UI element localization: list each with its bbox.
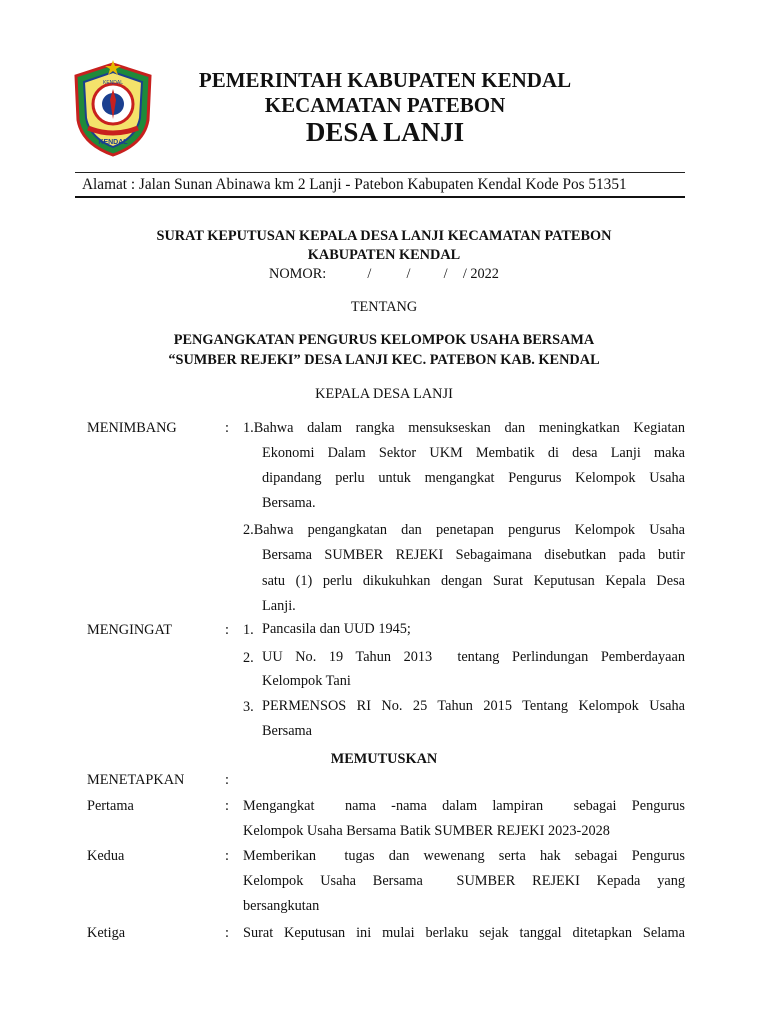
decree-title-line1: SURAT KEPUTUSAN KEPALA DESA LANJI KECAMATAN PATEBON	[156, 228, 612, 244]
ketiga-colon: :	[225, 925, 229, 941]
menimbang-item1-line3: dipandang perlu untuk mengangkat Pengurus Kelompok Usaha	[262, 470, 685, 486]
menetapkan-colon: :	[225, 772, 229, 788]
menimbang-item1-line1: 1.Bahwa dalam rangka mensukseskan dan meningkatkan Kegiatan	[243, 420, 685, 436]
menetapkan-label: MENETAPKAN	[87, 772, 185, 788]
header-district: KECAMATAN PATEBON	[264, 93, 506, 117]
decree-title-line2: KABUPATEN KENDAL	[307, 247, 461, 263]
nomor-slash: /	[443, 266, 448, 282]
menimbang-item2-line3: satu (1) perlu dikukuhkan dengan Surat Keputusan Kepala Desa	[262, 573, 685, 589]
kedua-line3: bersangkutan	[243, 898, 320, 914]
pertama-line2: Kelompok Usaha Bersama Batik SUMBER REJEKI 2023-2028	[243, 823, 610, 839]
mengingat-item3-line2: Bersama	[262, 723, 313, 739]
kedua-colon: :	[225, 848, 229, 864]
mengingat-item2-number: 2.	[243, 650, 254, 666]
nomor-slash: /	[406, 266, 411, 282]
menimbang-colon: :	[225, 420, 229, 436]
kedua-label: Kedua	[87, 848, 125, 864]
pertama-line1: Mengangkat nama -nama dalam lampiran sebagai Pengurus	[243, 798, 685, 814]
mengingat-item1-line1: Pancasila dan UUD 1945;	[262, 621, 411, 637]
menimbang-item1-line4: Bersama.	[262, 495, 316, 511]
mengingat-item2-line1: UU No. 19 Tahun 2013 tentang Perlindungan Pemberdayaan	[262, 649, 685, 665]
decree-number	[0, 266, 768, 283]
subject-line2: “SUMBER REJEKI” DESA LANJI KEC. PATEBON KAB. KENDAL	[168, 352, 600, 368]
header-divider-top	[75, 172, 685, 173]
menimbang-item2-line1: 2.Bahwa pengangkatan dan penetapan pengurus Kelompok Usaha	[243, 522, 685, 538]
mengingat-item2-line2: Kelompok Tani	[262, 673, 351, 689]
menimbang-label: MENIMBANG	[87, 420, 177, 436]
kepala-desa-heading: KEPALA DESA LANJI	[315, 386, 453, 402]
mengingat-item3-line1: PERMENSOS RI No. 25 Tahun 2015 Tentang Kelompok Usaha	[262, 698, 685, 714]
mengingat-colon: :	[225, 622, 229, 638]
header-government: PEMERINTAH KABUPATEN KENDAL	[198, 68, 572, 92]
header-divider-bottom	[75, 196, 685, 198]
subject-line1: PENGANGKATAN PENGURUS KELOMPOK USAHA BERSAMA	[173, 332, 595, 348]
kedua-line1: Memberikan tugas dan wewenang serta hak sebagai Pengurus	[243, 848, 685, 864]
ketiga-label: Ketiga	[87, 925, 126, 941]
menimbang-item2-line4: Lanji.	[262, 598, 296, 614]
logo-top-text: KENDAL	[102, 80, 124, 86]
kedua-line2: Kelompok Usaha Bersama SUMBER REJEKI Kepada yang	[243, 873, 685, 889]
mengingat-item3-number: 3.	[243, 699, 254, 715]
mengingat-item1-number: 1.	[243, 622, 254, 638]
ketiga-line1: Surat Keputusan ini mulai berlaku sejak tanggal ditetapkan Selama	[243, 925, 685, 941]
pertama-label: Pertama	[87, 798, 134, 814]
menimbang-item1-line2: Ekonomi Dalam Sektor UKM Membatik di desa Lanji maka	[262, 445, 685, 461]
pertama-colon: :	[225, 798, 229, 814]
logo-bottom-text: KENDAL	[98, 139, 128, 146]
kendal-emblem-logo	[70, 58, 156, 158]
memutuskan-heading: MEMUTUSKAN	[330, 751, 438, 767]
menimbang-item2-line2: Bersama SUMBER REJEKI Sebagaimana disebutkan pada butir	[262, 547, 685, 563]
header-address: Alamat : Jalan Sunan Abinawa km 2 Lanji - Patebon Kabupaten Kendal Kode Pos 51351	[82, 176, 627, 193]
tentang-heading: TENTANG	[350, 299, 418, 315]
nomor-label: NOMOR:	[269, 266, 327, 282]
nomor-slash: /	[367, 266, 372, 282]
nomor-year: / 2022	[462, 266, 499, 282]
mengingat-label: MENGINGAT	[87, 622, 172, 638]
header-village: DESA LANJI	[305, 117, 465, 147]
